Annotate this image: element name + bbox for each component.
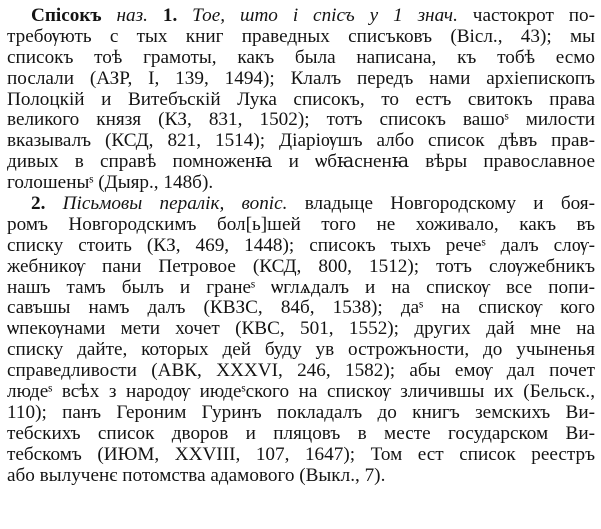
sense-1-line: вказывалъ (КСД, 821, 1514); Діаріѹшъ албо список дѣвъ прав- (7, 131, 595, 152)
sense-2-line: 110); панъ Героним Гуринъ покладалъ до книгъ земскихъ Ви- (7, 402, 595, 423)
sense-2-first-line (7, 194, 595, 215)
sense-2-line: тебскихъ список дворов и пляцовъ в месте государском Ви- (7, 423, 595, 444)
sense-2-line: ѡпекѹнами мети хочет (КВС, 501, 1552); других дай мне на (7, 319, 595, 340)
headword: Спісокъ (31, 6, 102, 26)
sense-1-line: списокъ тоѣ грамоты, какъ была написана, къ тобѣ есмо (7, 47, 595, 68)
entry-line-1 (7, 6, 595, 27)
sense-2-number: 2. (31, 194, 46, 215)
sense-1-definition: Тое, што і спісъ у 1 знач. (192, 6, 458, 26)
sense-1-line: Полоцкій и Витебъскій Лука списокъ, то естъ свитокъ права (7, 89, 595, 110)
sense-2-text: владыце Новгородскому и боя- (304, 194, 595, 215)
sense-1-line: голошеныˢ (Дыяр., 148б). (7, 173, 214, 194)
sense-2-line: або вылученє потомства адамового (Выкл., 7). (7, 465, 386, 486)
sense-2-line: нашъ тамъ былъ и гранеˢ ѡглѧдалъ и на спискѹ все попи- (7, 277, 595, 298)
sense-1-text: частокрот по- (472, 6, 595, 26)
part-of-speech: наз. (116, 6, 148, 26)
sense-2-line: тебскомъ (ИЮМ, XXVIII, 107, 1647); Том ест список реестръ (7, 444, 595, 465)
sense-2-line: людеˢ всѣх з народѹ июдеˢского на спискѹ зличившы их (Бельск., (7, 382, 595, 403)
sense-1-number: 1. (162, 6, 178, 26)
sense-1-line: послали (АЗР, I, 139, 1494); Клалъ передъ нами архіепископъ (7, 68, 595, 89)
sense-2-line: справедливости (АВК, XXXVI, 246, 1582); абы емѹ дал почет (7, 361, 595, 382)
sense-2-line: списку стоить (КЗ, 469, 1448); списокъ тыхъ речеˢ далъ слѹ- (7, 235, 595, 256)
sense-2-line: савъшы намъ далъ (КВЗС, 84б, 1538); даˢ на спискѹ кого (7, 298, 595, 319)
sense-1-line: дивых в справѣ помноженꙗ и ѡбꙗсненꙗ вѣры православное (7, 152, 595, 173)
sense-2-line: жебникѹ пани Петровое (КСД, 800, 1512); тотъ слѹжебникъ (7, 256, 595, 277)
sense-2-line: ромъ Новгородскимъ бол[ь]шей того не хоживало, какъ въ (7, 214, 595, 235)
sense-2-definition: Пісьмовы пералік, вопіс. (62, 194, 288, 215)
sense-1-line: требѹють с тых книг праведных списъковъ (Вісл., 43); мы (7, 26, 595, 47)
sense-1-line: великого князя (КЗ, 831, 1502); тотъ списокъ вашоˢ милости (7, 110, 595, 131)
sense-2-line: списку дайте, которых дей буду ув острожъности, до учыненья (7, 340, 595, 361)
